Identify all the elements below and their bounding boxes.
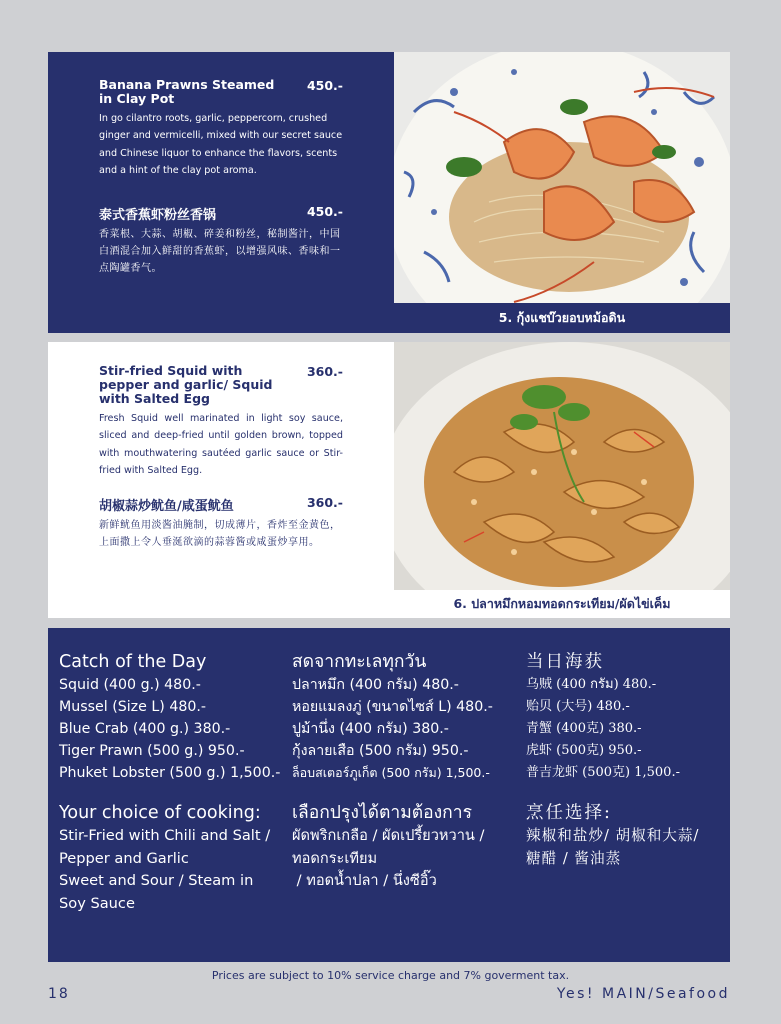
catch-item: Phuket Lobster (500 g.) 1,500.- (59, 765, 281, 781)
cooking-option: Sweet and Sour / Steam in (59, 872, 254, 889)
catch-item: Mussel (Size L) 480.- (59, 699, 207, 715)
catch-item: Tiger Prawn (500 g.) 950.- (59, 743, 245, 759)
catch-item: 虎虾 (500克) 950.- (526, 743, 642, 758)
catch-item: Squid (400 g.) 480.- (59, 677, 201, 693)
catch-item: หอยแมลงภู่ (ขนาดไซส์ L) 480.- (292, 699, 493, 715)
dish-6-caption: 6. ปลาหมึกหอมทอดกระเทียม/ผัดไข่เค็ม (453, 596, 671, 611)
dish-5-zh-price: 450.- (306, 203, 343, 219)
cooking-option: / ทอดน้ำปลา / นึ่งซีอิ๊ว (292, 872, 437, 889)
dish-6-panel (48, 342, 730, 618)
catch-heading-en: Catch of the Day (59, 652, 207, 672)
dish-5-text (99, 78, 343, 277)
dish-5-zh-block (99, 204, 343, 277)
cooking-heading-th: เลือกปรุงได้ตามต้องการ (292, 803, 472, 823)
dish-6-zh-block (99, 495, 343, 551)
dish-6-price: 360.- (306, 364, 343, 379)
cooking-option: ผัดพริกเกลือ / ผัดเปรี้ยวหวาน / (292, 827, 485, 844)
catch-english-column (59, 650, 284, 915)
cooking-option: Stir-Fried with Chili and Salt / (59, 827, 271, 844)
dish-6-description: Fresh Squid well marinated in light soy sauce, sliced and deep-fried until golden brown, topped with mouthwatering sautéed garlic sauce or Stir-fried with Salted Egg. (99, 413, 343, 477)
catch-item: กุ้งลายเสือ (500 กรัม) 950.- (292, 743, 469, 759)
catch-heading-zh: 当日海获 (526, 652, 604, 672)
dish-6-zh-title: 胡椒蒜炒鱿鱼/咸蛋鱿鱼 (99, 498, 234, 514)
catch-thai-column (292, 650, 517, 893)
dish-5-title: Banana Prawns Steamed in Clay Pot (99, 77, 275, 106)
page-number: 18 (48, 986, 70, 1002)
catch-heading-th: สดจากทะเลทุกวัน (292, 652, 427, 672)
dish-5-zh-description: 香菜根、大蒜、胡椒、碎姜和粉丝，秘制酱汁，中国白酒混合加入鲜甜的香蕉虾，以增强风味、香味和一点陶罐香气。 (99, 228, 341, 274)
cooking-option: Pepper and Garlic (59, 849, 189, 867)
dish-6-zh-description: 新鲜鱿鱼用淡酱油腌制，切成薄片，香炸至金黄色，上面撒上令人垂涎欲滴的蒜蓉酱或咸蛋炒享用。 (99, 519, 341, 548)
dish-6-zh-price: 360.- (306, 494, 343, 510)
catch-chinese-column (526, 650, 726, 870)
prawn-dish-image (394, 52, 730, 303)
dish-6-title: Stir-fried Squid with pepper and garlic/ Squid with Salted Egg (99, 363, 273, 406)
catch-item: ปูม้านึ่ง (400 กรัม) 380.- (292, 721, 449, 737)
prawn-claypot-photo (394, 52, 730, 303)
catch-item: 贻贝 (大号) 480.- (526, 699, 630, 714)
service-charge-note: Prices are subject to 10% service charge and 7% goverment tax. (211, 969, 570, 982)
catch-item: ล็อบสเตอร์ภูเก็ต (500 กรัม) 1,500.- (292, 765, 490, 780)
fried-squid-photo (394, 342, 730, 590)
catch-item: ปลาหมึก (400 กรัม) 480.- (292, 677, 459, 693)
cooking-heading-zh: 烹任选择: (526, 803, 612, 823)
dish-5-description: In go cilantro roots, garlic, peppercorn, crushed ginger and vermicelli, mixed with our secret sauce and Chinese liquor to enhance the flavors, scents and a hint of the clay pot aroma. (99, 113, 343, 177)
cooking-option: 辣椒和盐炒/ 胡椒和大蒜/ (526, 827, 700, 844)
dish-6-text (99, 364, 343, 551)
dish-5-zh-title: 泰式香蕉虾粉丝香锅 (99, 207, 217, 223)
catch-item: 普吉龙虾 (500克) 1,500.- (526, 765, 680, 780)
cooking-option: ทอดกระเทียม (292, 849, 378, 867)
section-title: Yes! MAIN/Seafood (556, 986, 730, 1002)
catch-item: Blue Crab (400 g.) 380.- (59, 721, 231, 737)
cooking-option: Soy Sauce (59, 894, 135, 912)
dish-5-price: 450.- (306, 78, 343, 93)
catch-item: 青蟹 (400克) 380.- (526, 721, 642, 736)
dish-5-caption: 5. กุ้งแชบ๊วยอบหม้อดิน (498, 310, 626, 325)
squid-dish-image (394, 342, 730, 590)
catch-of-the-day-panel (48, 628, 730, 962)
dish-5-panel (48, 52, 730, 333)
cooking-option: 糖醋 / 酱油蒸 (526, 849, 622, 867)
catch-item: 乌贼 (400 กรัม) 480.- (526, 677, 657, 692)
cooking-heading-en: Your choice of cooking: (59, 803, 261, 823)
